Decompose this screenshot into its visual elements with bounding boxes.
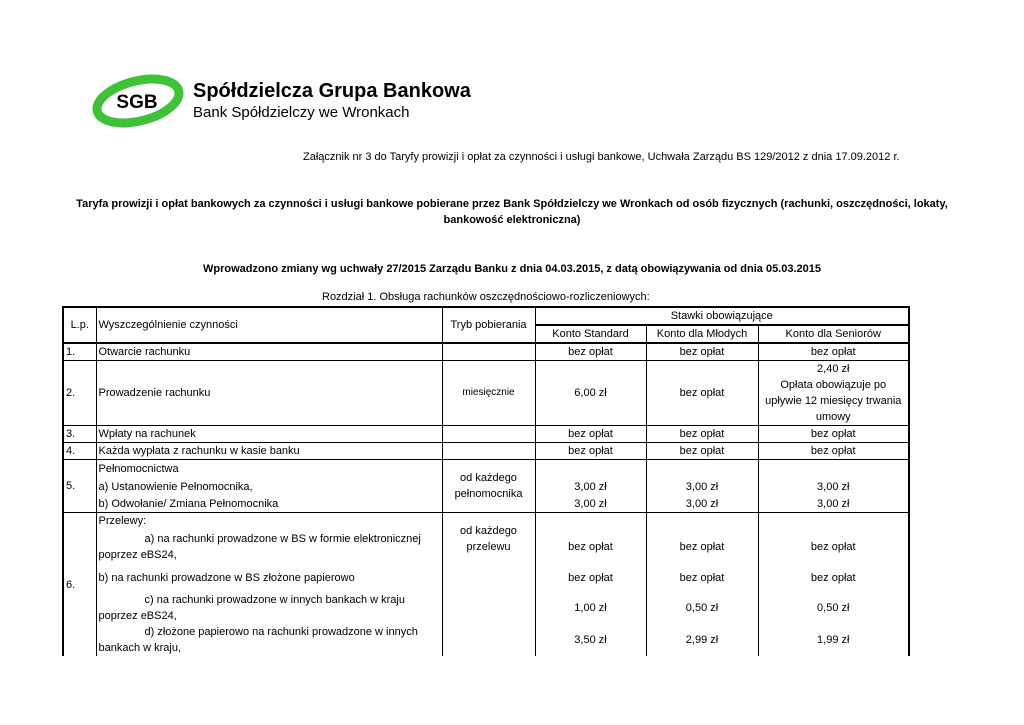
row-young: 3,00 zł bbox=[646, 496, 758, 513]
empty-cell bbox=[535, 460, 646, 478]
empty-cell bbox=[442, 565, 535, 656]
row-senior: 0,50 zł bbox=[758, 591, 909, 624]
row-description bbox=[96, 624, 442, 656]
row-young: 3,00 zł bbox=[646, 478, 758, 496]
row-description: b) na rachunki prowadzone w BS złożone papierowo bbox=[96, 565, 442, 591]
empty-cell bbox=[646, 513, 758, 530]
row-mode bbox=[442, 513, 535, 566]
header-rates: Stawki obowiązujące bbox=[535, 307, 909, 325]
row-group-title: Przelewy: bbox=[96, 513, 442, 530]
table-row bbox=[63, 343, 909, 361]
desc-line1: c) na rachunki prowadzone w innych bankach w kraju bbox=[144, 593, 405, 606]
logo-name: Spółdzielcza Grupa Bankowa bbox=[193, 80, 471, 102]
row-young: bez opłat bbox=[646, 529, 758, 565]
senior-note-line1: Opłata obowiązuje po bbox=[780, 379, 887, 391]
header-young: Konto dla Młodych bbox=[646, 325, 758, 343]
row-description: Wpłaty na rachunek bbox=[96, 426, 442, 443]
row-standard: 1,00 zł bbox=[535, 591, 646, 624]
row-standard: bez opłat bbox=[535, 443, 646, 460]
row-senior: bez opłat bbox=[758, 443, 909, 460]
row-description: b) Odwołanie/ Zmiana Pełnomocnika bbox=[96, 496, 442, 513]
row-group-title: Pełnomocnictwa bbox=[96, 460, 442, 478]
row-lp: 4. bbox=[63, 443, 96, 460]
row-description bbox=[96, 529, 442, 565]
mode-line1: od każdego bbox=[460, 472, 517, 484]
senior-fee: 2,40 zł bbox=[817, 363, 850, 375]
row-lp: 2. bbox=[63, 361, 96, 426]
row-mode bbox=[442, 343, 535, 361]
row-young: 2,99 zł bbox=[646, 624, 758, 656]
desc-line2: bankach w kraju, bbox=[98, 642, 182, 654]
row-senior: bez opłat bbox=[758, 529, 909, 565]
row-standard: bez opłat bbox=[535, 529, 646, 565]
row-standard: 6,00 zł bbox=[535, 361, 646, 426]
header-lp: L.p. bbox=[63, 307, 96, 343]
row-standard: 3,50 zł bbox=[535, 624, 646, 656]
header-senior: Konto dla Seniorów bbox=[758, 325, 909, 343]
desc-line2: poprzez eBS24, bbox=[98, 609, 177, 622]
header-mode: Tryb pobierania bbox=[442, 307, 535, 343]
row-young: bez opłat bbox=[646, 343, 758, 361]
row-lp: 1. bbox=[63, 343, 96, 361]
row-standard: 3,00 zł bbox=[535, 496, 646, 513]
row-standard: bez opłat bbox=[535, 343, 646, 361]
table-row bbox=[63, 565, 909, 591]
header-description: Wyszczególnienie czynności bbox=[96, 307, 442, 343]
row-standard: 3,00 zł bbox=[535, 478, 646, 496]
row-description: Otwarcie rachunku bbox=[96, 343, 442, 361]
annex-note: Załącznik nr 3 do Taryfy prowizji i opłat za czynności i usługi bankowe, Uchwała Zarządu BS 129/2012 z dnia 17.09.2012 r. bbox=[303, 151, 900, 163]
table-row bbox=[63, 443, 909, 460]
logo-mark: SGB bbox=[116, 92, 158, 113]
row-senior: 1,99 zł bbox=[758, 624, 909, 656]
empty-cell bbox=[535, 513, 646, 530]
senior-note-line2: upływie 12 miesięcy trwania bbox=[765, 395, 902, 407]
row-senior: bez opłat bbox=[758, 426, 909, 443]
row-lp: 6. bbox=[63, 513, 96, 657]
table-row bbox=[63, 426, 909, 443]
row-senior bbox=[758, 361, 909, 426]
row-young: 0,50 zł bbox=[646, 591, 758, 624]
empty-cell bbox=[758, 513, 909, 530]
row-description: Każda wypłata z rachunku w kasie banku bbox=[96, 443, 442, 460]
changes-note: Wprowadzono zmiany wg uchwały 27/2015 Zarządu Banku z dnia 04.03.2015, z datą obowiązywania od dnia 05.03.2015 bbox=[202, 263, 822, 275]
header-standard: Konto Standard bbox=[535, 325, 646, 343]
table-row bbox=[63, 460, 909, 478]
row-description: a) Ustanowienie Pełnomocnika, bbox=[96, 478, 442, 496]
row-young: bez opłat bbox=[646, 443, 758, 460]
document-title-line2: bankowość elektroniczna) bbox=[443, 214, 581, 226]
bank-logo bbox=[90, 72, 490, 128]
row-lp: 3. bbox=[63, 426, 96, 443]
empty-cell bbox=[758, 460, 909, 478]
row-mode bbox=[442, 426, 535, 443]
empty-cell bbox=[646, 460, 758, 478]
table-row bbox=[63, 513, 909, 530]
senior-note-line3: umowy bbox=[815, 411, 851, 423]
desc-line1: a) na rachunki prowadzone w BS w formie elektronicznej bbox=[144, 533, 421, 545]
tariff-table bbox=[62, 306, 910, 656]
row-young: bez opłat bbox=[646, 426, 758, 443]
row-mode: miesięcznie bbox=[442, 361, 535, 426]
row-senior: bez opłat bbox=[758, 565, 909, 591]
table-row bbox=[63, 361, 909, 426]
row-standard: bez opłat bbox=[535, 565, 646, 591]
desc-line2: poprzez eBS24, bbox=[98, 549, 177, 561]
row-lp: 5. bbox=[63, 460, 96, 513]
mode-line2: przelewu bbox=[466, 541, 511, 553]
row-senior: 3,00 zł bbox=[758, 478, 909, 496]
document-title-line1: Taryfa prowizji i opłat bankowych za czynności i usługi bankowe pobierane przez Bank Spółdzielczy we Wronkach od osób fizycznych (rachunki, oszczędności, lokaty, bbox=[76, 198, 948, 210]
row-senior: bez opłat bbox=[758, 343, 909, 361]
mode-line2: pełnomocnika bbox=[454, 488, 523, 500]
logo-subtitle: Bank Spółdzielczy we Wronkach bbox=[193, 104, 410, 121]
row-senior: 3,00 zł bbox=[758, 496, 909, 513]
desc-line1: d) złożone papierowo na rachunki prowadzone w innych bbox=[144, 626, 418, 638]
row-mode bbox=[442, 443, 535, 460]
row-description bbox=[96, 591, 442, 624]
row-young: bez opłat bbox=[646, 565, 758, 591]
row-standard: bez opłat bbox=[535, 426, 646, 443]
chapter-title: Rozdział 1. Obsługa rachunków oszczędnościowo-rozliczeniowych: bbox=[322, 291, 650, 303]
mode-line1: od każdego bbox=[460, 525, 517, 537]
row-description: Prowadzenie rachunku bbox=[96, 361, 442, 426]
row-young: bez opłat bbox=[646, 361, 758, 426]
row-mode bbox=[442, 460, 535, 513]
sgb-logo-icon bbox=[90, 72, 190, 128]
